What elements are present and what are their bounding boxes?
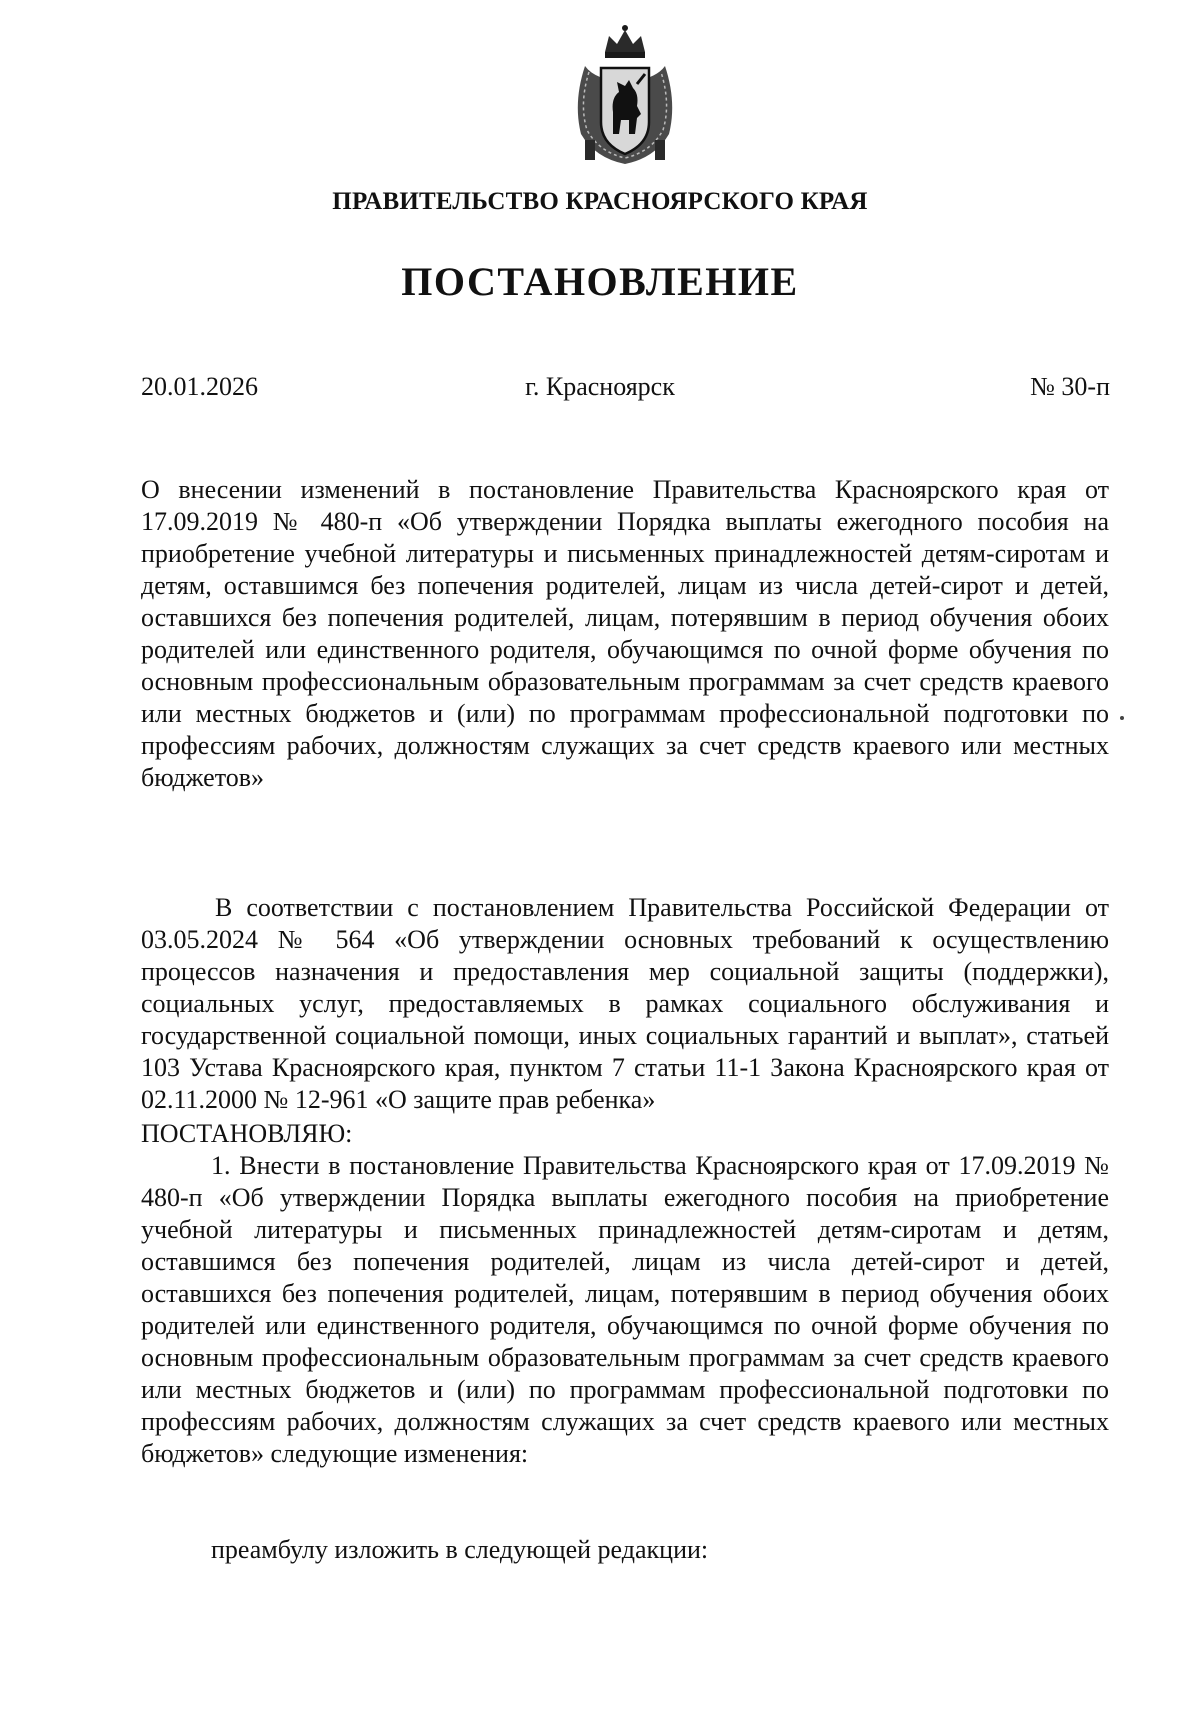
- resolution-title: О внесении изменений в постановление Правительства Красноярского края от 17.09.2019 № 480-п «Об утверждении Порядка выплаты ежегодного пособия на приобретение учебной литературы и письменных принадлежностей детям-сиротам и детям, оставшимся без попечения родителей, лицам из числа детей-сирот и детей, оставшихся без попечения родителей, лицам, потерявшим в период обучения обоих родителей или единственного родителя, обучающимся по очной форме обучения по основным профессиональным образовательным программам за счет средств краевого или местных бюджетов и (или) по программам профессиональной подготовки по профессиям рабочих, должностям служащих за счет средств краевого или местных бюджетов»: [141, 475, 1109, 792]
- preamble-instruction: преамбулу изложить в следующей редакции:: [211, 1535, 709, 1564]
- organization-name: ПРАВИТЕЛЬСТВО КРАСНОЯРСКОГО КРАЯ: [332, 188, 868, 215]
- document-number: № 30-п: [1030, 372, 1110, 401]
- scan-speck: [1120, 716, 1124, 720]
- document-city: г. Красноярск: [525, 372, 675, 401]
- item-1-paragraph: 1. Внести в постановление Правительства Красноярского края от 17.09.2019 № 480-п «Об утверждении Порядка выплаты ежегодного пособия на приобретение учебной литературы и письменных принадлежностей детям-сиротам и детям, оставшимся без попечения родителей, лицам из числа детей-сирот и детей, оставшихся без попечения родителей, лицам, потерявшим в период обучения обоих родителей или единственного родителя, обучающимся по очной форме обучения по основным профессиональным образовательным программам за счет средств краевого или местных бюджетов и (или) по программам профессиональной подготовки по профессиям рабочих, должностям служащих за счет средств краевого или местных бюджетов» следующие изменения:: [141, 1151, 1109, 1468]
- coat-of-arms-emblem: [567, 22, 683, 168]
- document-type-title: ПОСТАНОВЛЕНИЕ: [401, 259, 799, 304]
- legal-basis-paragraph: В соответствии с постановлением Правительства Российской Федерации от 03.05.2024 № 564 «Об утверждении основных требований к осуществлению процессов назначения и предоставления мер социальной защиты (поддержки), социальных услуг, предоставляемых в рамках социального обслуживания и государственной социальной помощи, иных социальных гарантий и выплат», статьей 103 Устава Красноярского края, пунктом 7 статьи 11-1 Закона Красноярского края от 02.11.2000 № 12-961 «О защите прав ребенка»: [141, 893, 1109, 1114]
- decree-keyword: ПОСТАНОВЛЯЮ:: [141, 1119, 353, 1148]
- document-date: 20.01.2026: [141, 372, 258, 401]
